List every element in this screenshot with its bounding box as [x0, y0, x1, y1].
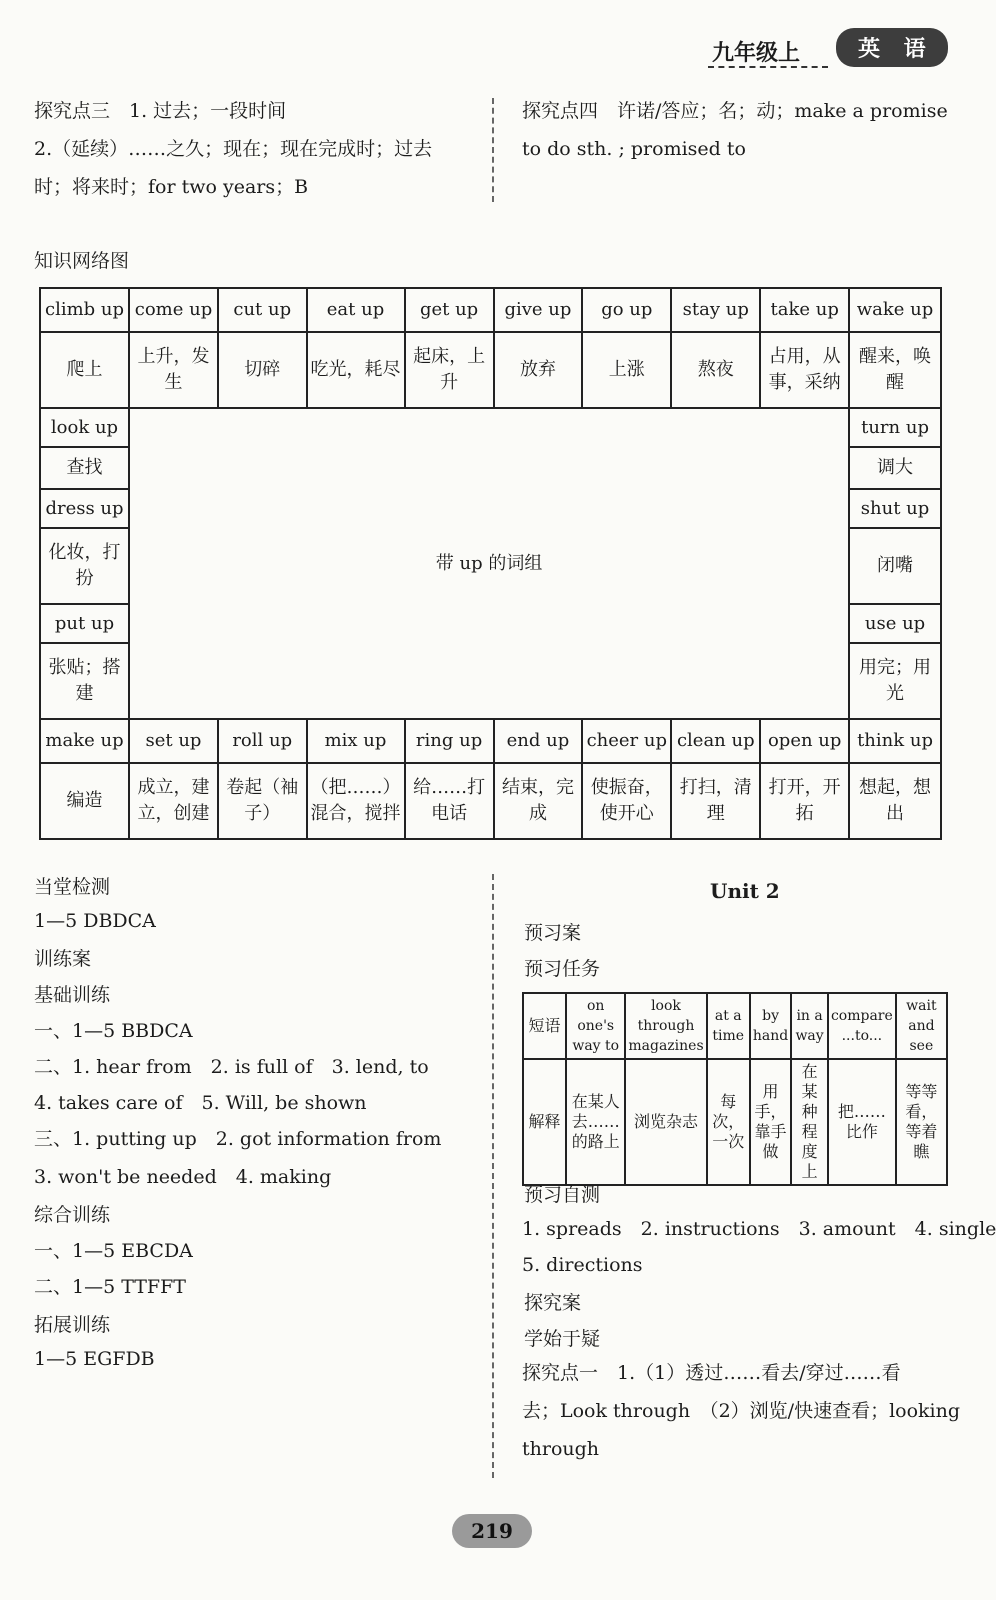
meaning-cell: 切碎 — [218, 332, 307, 408]
phrase-cell: clean up — [671, 719, 760, 763]
phrase-cell: roll up — [218, 719, 307, 763]
answer-line: 1—5 DBDCA — [34, 910, 156, 932]
meaning-cell: 爬上 — [40, 332, 129, 408]
meaning-cell: （把……）混合，搅拌 — [307, 763, 405, 839]
knowledge-network-table — [39, 287, 942, 840]
meaning-shut-up: 闭嘴 — [849, 528, 941, 604]
meaning-cell: 醒来，唤醒 — [849, 332, 941, 408]
meaning-cell: 上涨 — [582, 332, 671, 408]
phrase-use-up: use up — [849, 604, 941, 643]
explore-line: through — [522, 1438, 600, 1460]
preview-task-table — [522, 992, 948, 1186]
phrase-cell: eat up — [307, 288, 405, 332]
meaning-cell: 编造 — [40, 763, 129, 839]
phrase-cell: think up — [849, 719, 941, 763]
meaning-cell: 等等看，等着瞧 — [896, 1059, 947, 1185]
phrase-cell: climb up — [40, 288, 129, 332]
header-underline — [708, 66, 828, 68]
phrase-cell: ring up — [405, 719, 494, 763]
answer-line: 综合训练 — [34, 1204, 111, 1226]
meaning-cell: 打扫，清理 — [671, 763, 760, 839]
meaning-cell: 想起，想出 — [849, 763, 941, 839]
unit-title: Unit 2 — [710, 879, 780, 903]
preview-task-heading: 预习任务 — [524, 958, 601, 980]
phrase-dress-up: dress up — [40, 489, 129, 528]
column-divider — [492, 98, 494, 202]
meaning-cell: 把……比作 — [828, 1059, 896, 1185]
phrase-cell: look through magazines — [625, 993, 706, 1059]
meaning-put-up: 张贴；搭建 — [40, 643, 129, 719]
answer-line: 探究点三 1. 过去；一段时间 — [34, 100, 287, 122]
answer-line: 拓展训练 — [34, 1314, 111, 1336]
meaning-cell: 在某种程度上 — [791, 1059, 828, 1185]
row-label: 解释 — [523, 1059, 566, 1185]
phrase-cell: give up — [494, 288, 583, 332]
answer-line: 4. takes care of 5. Will, be shown — [34, 1092, 367, 1114]
column-divider — [492, 874, 494, 1478]
phrase-cell: stay up — [671, 288, 760, 332]
meaning-dress-up: 化妆，打扮 — [40, 528, 129, 604]
answer-line: 二、1—5 TTFFT — [34, 1276, 186, 1298]
phrase-cell: by hand — [750, 993, 791, 1059]
meaning-turn-up: 调大 — [849, 447, 941, 489]
self-test-line: 5. directions — [522, 1254, 643, 1276]
page-number: 219 — [452, 1514, 532, 1548]
phrase-cell: wait and see — [896, 993, 947, 1059]
phrase-cell: wake up — [849, 288, 941, 332]
phrase-cell: compare ...to... — [828, 993, 896, 1059]
meaning-cell: 使振奋，使开心 — [582, 763, 671, 839]
answer-line: 探究点四 许诺/答应；名；动；make a promise — [522, 100, 948, 122]
meaning-cell: 上升，发生 — [129, 332, 218, 408]
learn-heading: 学始于疑 — [524, 1328, 601, 1350]
meaning-cell: 结束，完成 — [494, 763, 583, 839]
phrase-shut-up: shut up — [849, 489, 941, 528]
answer-line: 一、1—5 EBCDA — [34, 1240, 193, 1262]
answer-line: 三、1. putting up 2. got information from — [34, 1128, 442, 1150]
phrase-cell: on one's way to — [566, 993, 625, 1059]
explore-line: 去；Look through （2）浏览/快速查看；looking — [522, 1400, 961, 1422]
answer-line: 训练案 — [34, 948, 92, 970]
meaning-cell: 给……打电话 — [405, 763, 494, 839]
answer-line: 1—5 EGFDB — [34, 1348, 155, 1370]
phrase-cell: get up — [405, 288, 494, 332]
phrase-cell: open up — [760, 719, 849, 763]
phrase-cell: end up — [494, 719, 583, 763]
phrase-cell: take up — [760, 288, 849, 332]
meaning-cell: 占用，从事，采纳 — [760, 332, 849, 408]
answer-line: 一、1—5 BBDCA — [34, 1020, 193, 1042]
answer-line: 时；将来时；for two years；B — [34, 176, 309, 198]
meaning-cell: 用手，靠手做 — [750, 1059, 791, 1185]
answer-line: to do sth. ; promised to — [522, 138, 746, 160]
self-test-line: 1. spreads 2. instructions 3. amount 4. single — [522, 1218, 996, 1240]
phrase-cell: cut up — [218, 288, 307, 332]
network-title: 知识网络图 — [34, 250, 130, 272]
answer-line: 二、1. hear from 2. is full of 3. lend, to — [34, 1056, 429, 1078]
meaning-cell: 成立，建立，创建 — [129, 763, 218, 839]
network-center-text: 带 up 的词组 — [435, 552, 543, 574]
preview-heading: 预习案 — [524, 922, 582, 944]
meaning-look-up: 查找 — [40, 447, 129, 489]
meaning-cell: 熬夜 — [671, 332, 760, 408]
meaning-cell: 打开，开拓 — [760, 763, 849, 839]
phrase-put-up: put up — [40, 604, 129, 643]
meaning-use-up: 用完；用光 — [849, 643, 941, 719]
phrase-cell: come up — [129, 288, 218, 332]
explore-line: 探究点一 1.（1）透过……看去/穿过……看 — [522, 1362, 901, 1384]
phrase-cell: make up — [40, 719, 129, 763]
answer-line: 2.（延续）……之久；现在；现在完成时；过去 — [34, 138, 433, 160]
phrase-turn-up: turn up — [849, 408, 941, 447]
meaning-cell: 吃光，耗尽 — [307, 332, 405, 408]
phrase-cell: go up — [582, 288, 671, 332]
answer-line: 3. won't be needed 4. making — [34, 1166, 332, 1188]
meaning-cell: 卷起（袖子） — [218, 763, 307, 839]
header-subject-badge: 英 语 — [836, 28, 948, 67]
row-label: 短语 — [523, 993, 566, 1059]
phrase-cell: in a way — [791, 993, 828, 1059]
answer-line: 当堂检测 — [34, 876, 111, 898]
meaning-cell: 每次，一次 — [707, 1059, 750, 1185]
meaning-cell: 起床，上升 — [405, 332, 494, 408]
meaning-cell: 在某人去……的路上 — [566, 1059, 625, 1185]
phrase-cell: cheer up — [582, 719, 671, 763]
explore-heading: 探究案 — [524, 1292, 582, 1314]
header-grade: 九年级上 — [712, 40, 801, 66]
meaning-cell: 浏览杂志 — [625, 1059, 706, 1185]
phrase-cell: set up — [129, 719, 218, 763]
meaning-cell: 放弃 — [494, 332, 583, 408]
network-center-label — [129, 408, 849, 719]
phrase-look-up: look up — [40, 408, 129, 447]
phrase-cell: at a time — [707, 993, 750, 1059]
self-test-heading: 预习自测 — [524, 1184, 601, 1206]
phrase-cell: mix up — [307, 719, 405, 763]
answer-line: 基础训练 — [34, 984, 111, 1006]
